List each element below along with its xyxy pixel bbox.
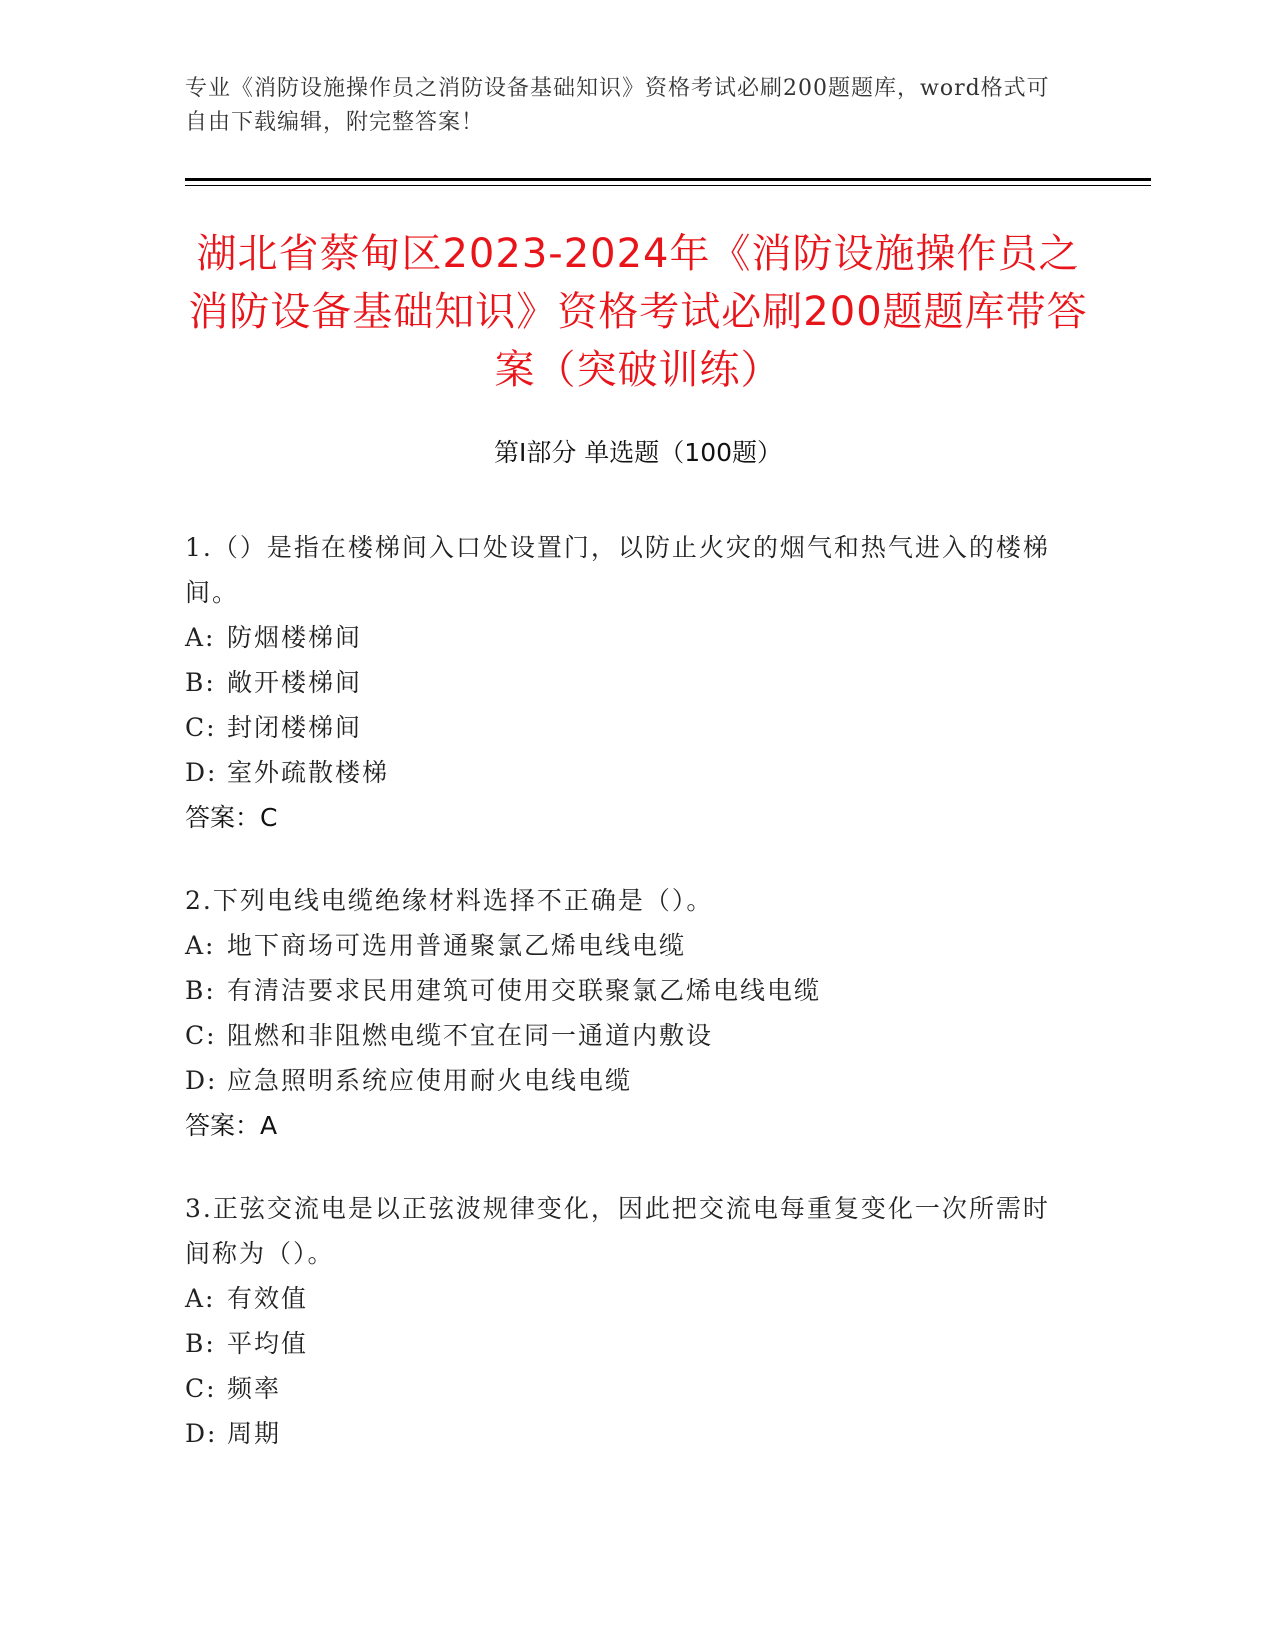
option-key: B:: [185, 976, 216, 1005]
option-a: [185, 615, 1065, 660]
option-c: [185, 1013, 1065, 1058]
option-key: B:: [185, 668, 216, 697]
option-text: 地下商场可选用普通聚氯乙烯电线电缆: [227, 931, 687, 960]
option-b: [185, 1321, 1065, 1366]
option-text: 有效值: [227, 1284, 309, 1313]
option-key: D:: [185, 758, 218, 787]
option-key: B:: [185, 1329, 216, 1358]
header-note: 专业《消防设施操作员之消防设备基础知识》资格考试必刷200题题库，word格式可自由下载编辑，附完整答案！: [185, 76, 1050, 135]
option-text: 有清洁要求民用建筑可使用交联聚氯乙烯电线电缆: [227, 976, 822, 1005]
header-divider-thick: [185, 178, 1151, 181]
option-b: [185, 660, 1065, 705]
option-key: C:: [185, 713, 217, 742]
option-d: [185, 1058, 1065, 1103]
document-title: 湖北省蔡甸区2023-2024年《消防设施操作员之消防设备基础知识》资格考试必刷200题题库带答案（突破训练）: [188, 231, 1088, 393]
option-key: D:: [185, 1066, 218, 1095]
option-key: A:: [185, 931, 216, 960]
option-text: 防烟楼梯间: [227, 623, 363, 652]
option-d: [185, 1411, 1065, 1456]
question-list: [185, 525, 1065, 1494]
option-a: [185, 1276, 1065, 1321]
option-text: 频率: [227, 1374, 282, 1403]
option-text: 室外疏散楼梯: [227, 758, 390, 787]
question-item: [185, 878, 1065, 1148]
answer-line: 答案：C: [185, 803, 278, 832]
option-key: D:: [185, 1419, 218, 1448]
option-c: [185, 1366, 1065, 1411]
question-stem: 2.下列电线电缆绝缘材料选择不正确是（）。: [185, 886, 714, 915]
option-text: 敞开楼梯间: [227, 668, 363, 697]
answer-line: 答案：A: [185, 1111, 278, 1140]
option-key: C:: [185, 1374, 217, 1403]
option-c: [185, 705, 1065, 750]
option-key: C:: [185, 1021, 217, 1050]
option-key: A:: [185, 1284, 216, 1313]
section-heading: 第Ⅰ部分 单选题（100题）: [493, 438, 783, 467]
option-key: A:: [185, 623, 216, 652]
question-stem: 1.（）是指在楼梯间入口处设置门，以防止火灾的烟气和热气进入的楼梯间。: [185, 533, 1050, 607]
option-a: [185, 923, 1065, 968]
question-item: [185, 1186, 1065, 1456]
option-text: 封闭楼梯间: [227, 713, 363, 742]
option-text: 周期: [227, 1419, 282, 1448]
option-text: 阻燃和非阻燃电缆不宜在同一通道内敷设: [227, 1021, 714, 1050]
question-item: [185, 525, 1065, 840]
header-divider-thin: [185, 185, 1151, 186]
option-b: [185, 968, 1065, 1013]
option-text: 应急照明系统应使用耐火电线电缆: [227, 1066, 633, 1095]
option-text: 平均值: [227, 1329, 309, 1358]
option-d: [185, 750, 1065, 795]
question-stem: 3.正弦交流电是以正弦波规律变化，因此把交流电每重复变化一次所需时间称为（）。: [185, 1194, 1050, 1268]
